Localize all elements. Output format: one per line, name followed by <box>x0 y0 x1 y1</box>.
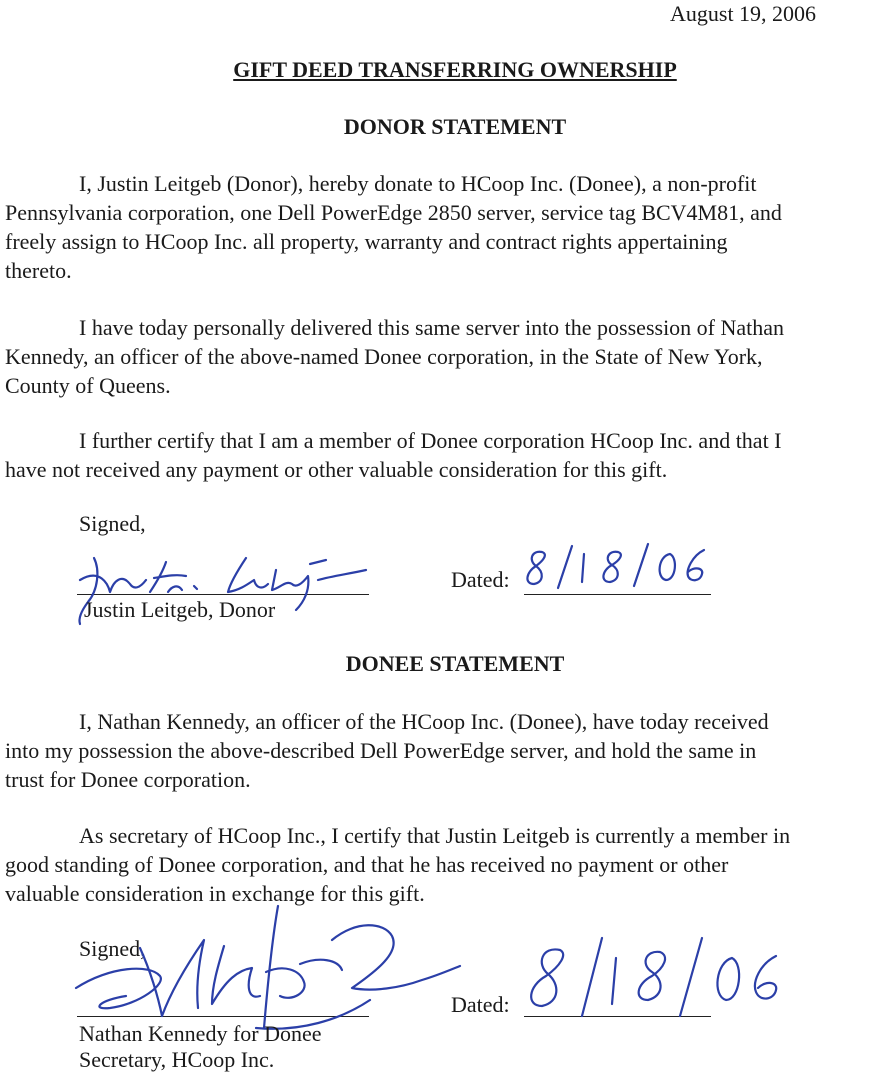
donee-signed-label: Signed, <box>79 936 146 961</box>
donor-handwritten-date <box>518 540 718 600</box>
donee-signer-title: Secretary, HCoop Inc. <box>79 1047 275 1072</box>
donor-signed-label: Signed, <box>79 511 146 536</box>
donee-handwritten-date <box>520 930 780 1030</box>
donee-signer-name: Nathan Kennedy for Donee <box>79 1021 322 1046</box>
donor-dated-label: Dated: <box>451 567 510 592</box>
document-title-text: GIFT DEED TRANSFERRING OWNERSHIP <box>233 57 677 82</box>
donee-signature-image <box>70 900 510 1040</box>
donor-paragraph-3: I further certify that I am a member of Donee corporation HCoop Inc. and that I have not received any payment or other valuable consideration for this gift. <box>5 428 782 482</box>
donor-signer-name: Justin Leitgeb, Donor <box>84 597 276 622</box>
document-title <box>0 57 894 83</box>
donor-paragraph-1: I, Justin Leitgeb (Donor), hereby donate to HCoop Inc. (Donee), a non-profit Pennsylvania corporation, one Dell PowerEdge 2850 server, service tag BCV4M81, and freely assign to HCoop Inc. all property, warranty and contract rights appertaining thereto. <box>5 171 782 283</box>
donor-statement-heading: DONOR STATEMENT <box>343 114 567 139</box>
donee-paragraph-1: I, Nathan Kennedy, an officer of the HCoop Inc. (Donee), have today received into my possession the above-described Dell PowerEdge server, and hold the same in trust for Donee corporation. <box>5 709 769 792</box>
donee-dated-label: Dated: <box>451 992 510 1017</box>
document-date: August 19, 2006 <box>670 1 817 26</box>
donor-paragraph-2: I have today personally delivered this same server into the possession of Nathan Kennedy, an officer of the above-named Donee corporation, in the State of New York, County of Queens. <box>5 315 785 398</box>
donee-paragraph-2: As secretary of HCoop Inc., I certify that Justin Leitgeb is currently a member in good standing of Donee corporation, and that he has received no payment or other valuable consideration in exchange for this gift. <box>5 823 791 906</box>
donee-statement-heading: DONEE STATEMENT <box>345 651 565 676</box>
